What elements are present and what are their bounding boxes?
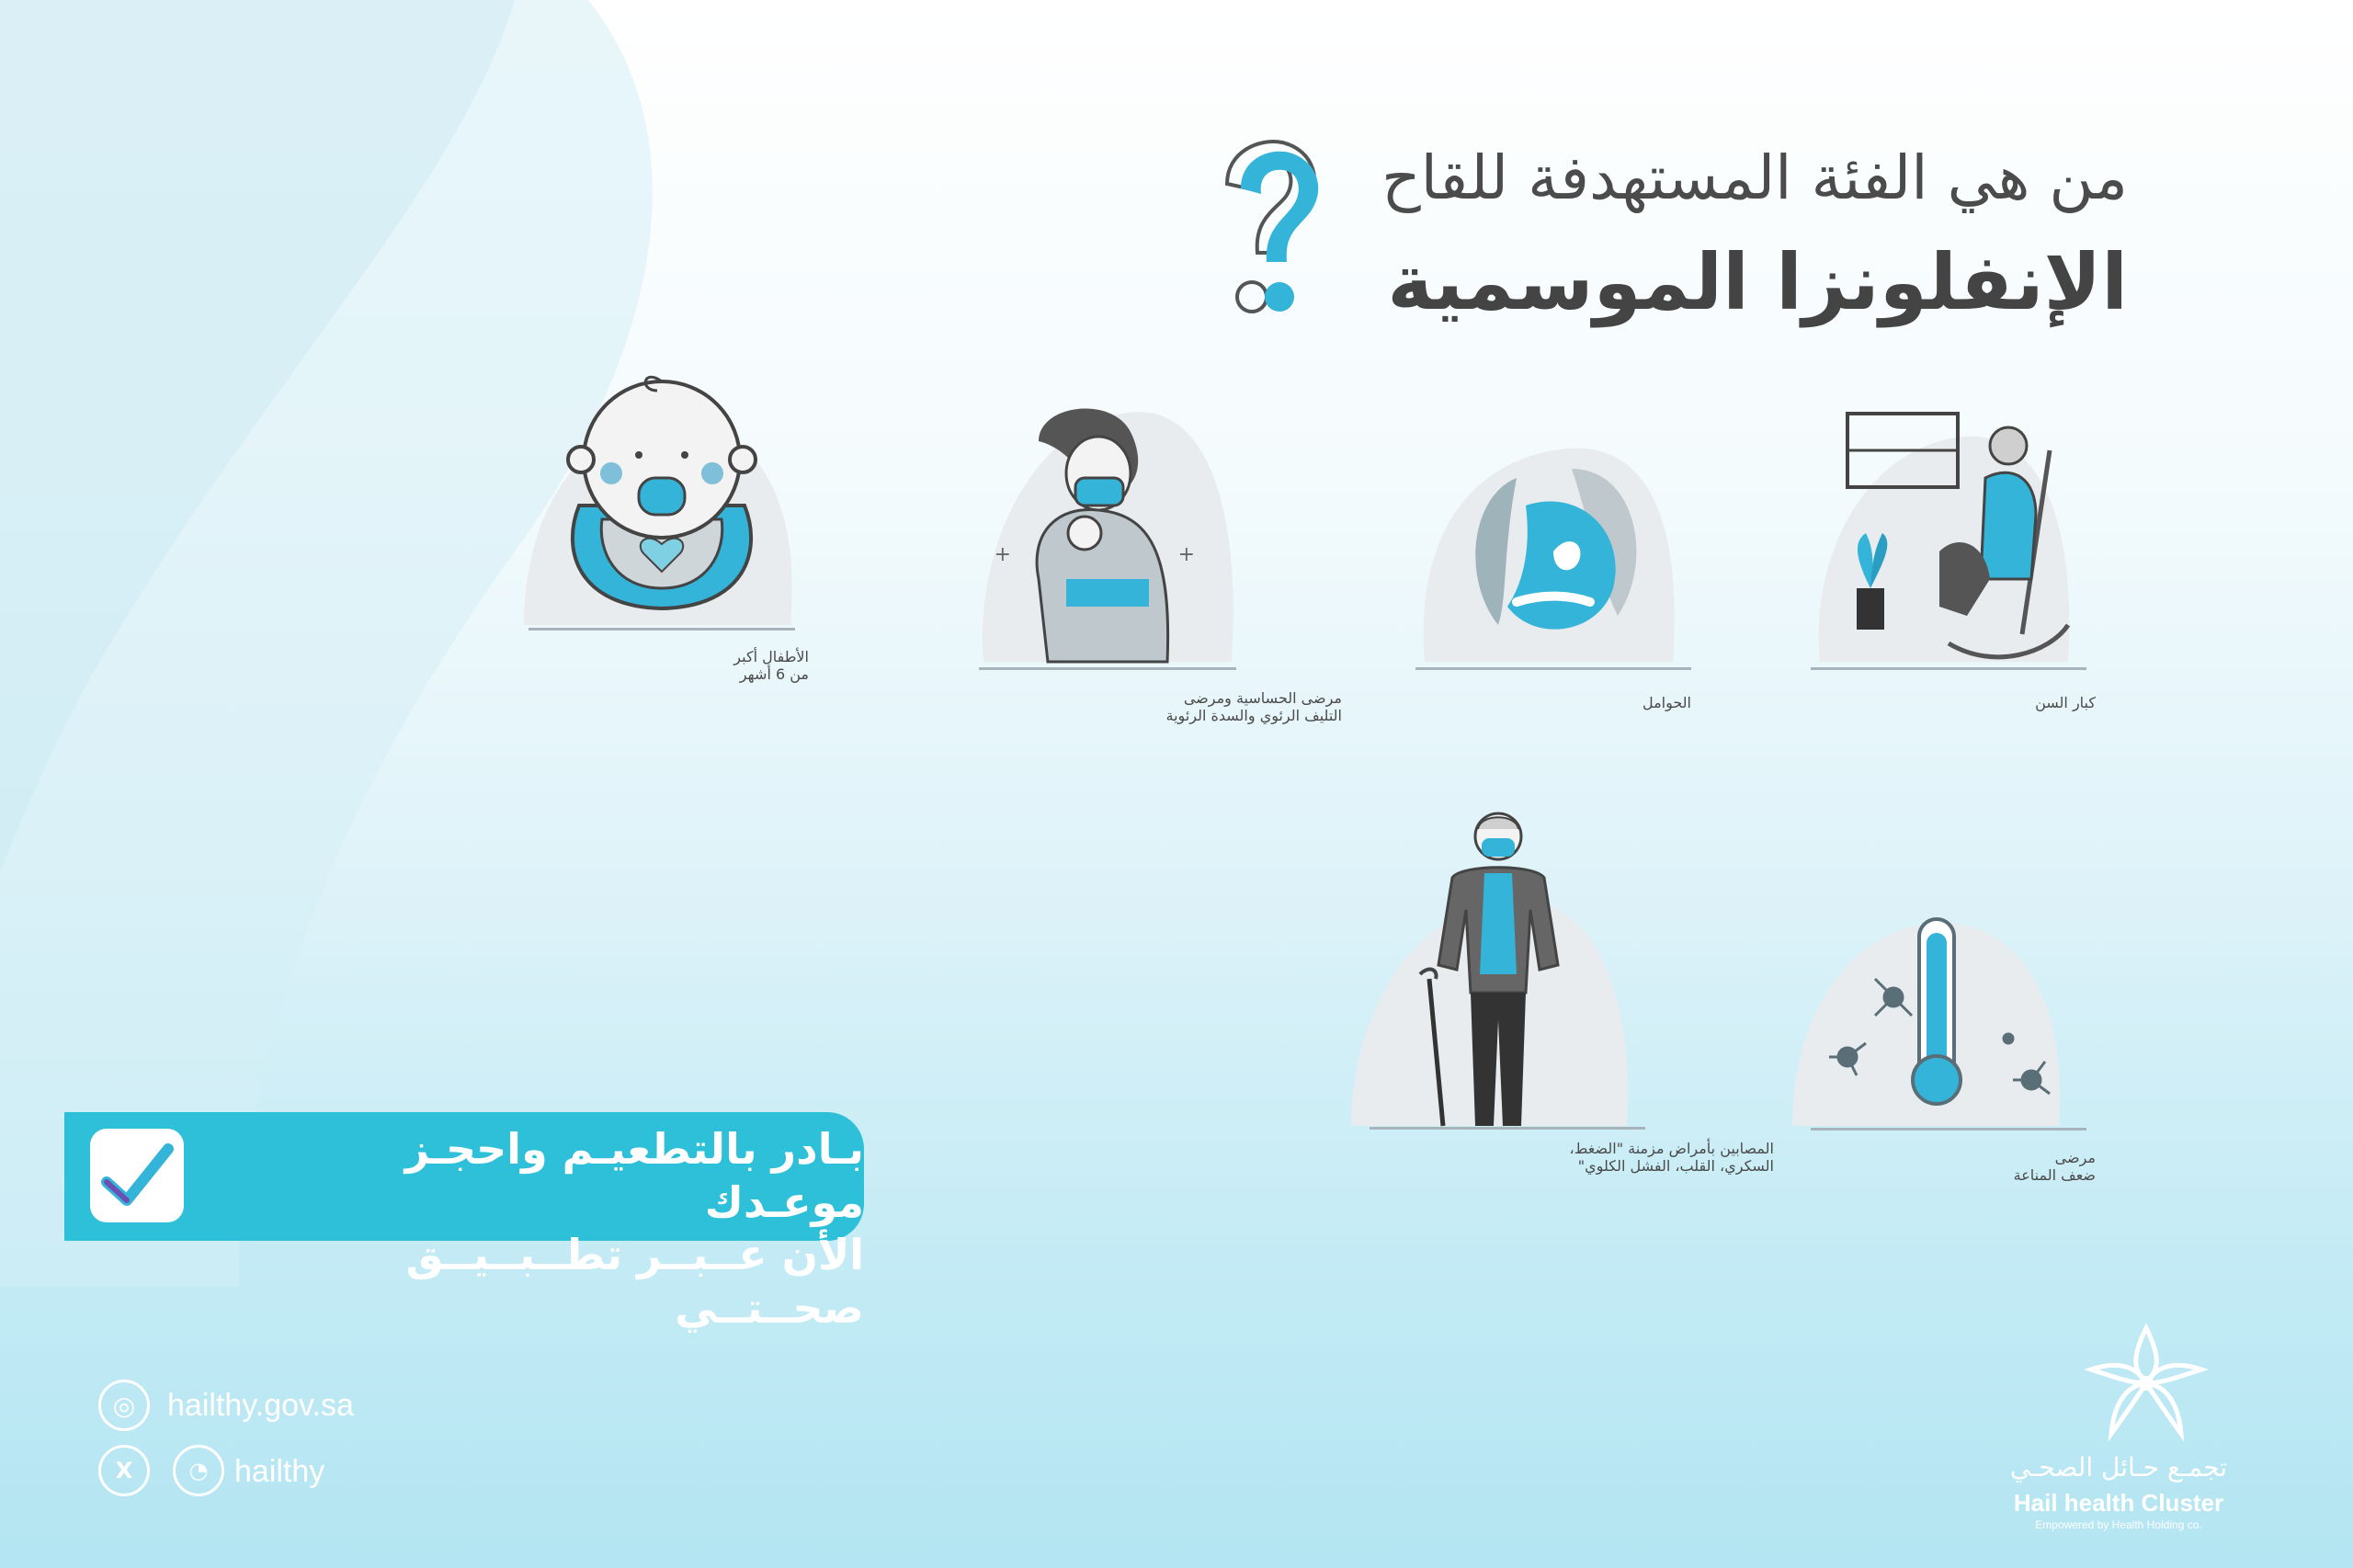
category-elderly (1802, 395, 2096, 671)
cta-text (313, 1123, 864, 1335)
label-line: ضعف المناعة (2013, 1166, 2096, 1184)
category-label-immunocompromised (1802, 1149, 2096, 1184)
x-icon[interactable]: X (98, 1445, 150, 1496)
sehhaty-app-icon[interactable] (90, 1129, 184, 1222)
baby-pacifier-icon (524, 368, 800, 630)
category-label-allergy (827, 689, 1342, 724)
label-line: السكري، القلب، الفشل الكلوي" (1577, 1157, 1774, 1175)
title-line-1: من هي الفئة المستهدفة للقاح (1381, 142, 2128, 213)
baseline (1811, 667, 2086, 670)
baseline (1415, 667, 1691, 670)
label-line: من 6 أشهر (739, 665, 809, 683)
coughing-woman-icon (974, 395, 1241, 671)
category-chronic (1351, 809, 1636, 1131)
category-children (524, 368, 800, 630)
baseline (529, 628, 795, 631)
category-label-pregnant (1415, 694, 1691, 711)
category-label-children (515, 648, 809, 683)
logo-english-text: Hail health Cluster (2013, 1489, 2224, 1517)
label-line: الأطفال أكبر (733, 648, 809, 665)
snapchat-icon[interactable]: ◔ (173, 1445, 224, 1496)
svg-text:+: + (994, 543, 1011, 566)
website-link[interactable]: hailthy.gov.sa (167, 1388, 354, 1423)
elderly-rocking-chair-icon (1802, 395, 2096, 671)
cta-line-1: بـادر بالتطعيـم واحجـز موعـدك (404, 1124, 864, 1227)
logo-arabic-text: تجمـع حـائل الصحـي (2009, 1452, 2228, 1483)
dribbble-icon[interactable]: ◎ (98, 1380, 150, 1431)
hail-cluster-logo-icon (2082, 1319, 2211, 1448)
label-line: كبار السن (2035, 694, 2096, 711)
category-immunocompromised (1792, 859, 2077, 1131)
thermometer-virus-icon (1792, 859, 2077, 1131)
baseline (1811, 1128, 2086, 1131)
baseline (1370, 1127, 1645, 1130)
category-label-chronic (1167, 1140, 1774, 1175)
label-line: مرضى الحساسية ومرضى (1183, 689, 1342, 707)
category-label-elderly (1802, 694, 2096, 711)
label-line: التليف الرئوي والسدة الرئوية (1165, 707, 1342, 724)
pregnant-woman-icon (1415, 395, 1691, 671)
label-line: المصابين بأمراض مزمنة "الضغط، (1569, 1140, 1774, 1157)
baseline (979, 667, 1236, 670)
social-handle[interactable]: hailthy (234, 1454, 325, 1489)
svg-text:+: + (1177, 543, 1195, 566)
title-line-2: الإنفلونزا الموسمية (1387, 237, 2128, 327)
category-pregnant (1415, 395, 1691, 671)
category-allergy (974, 395, 1241, 671)
question-mark-icon (1204, 133, 1333, 317)
label-line: مرضى (2054, 1149, 2096, 1166)
cta-line-2: الأن عــبــر تطــبــيــق صحــتــي (405, 1230, 864, 1333)
logo-subtitle: Empowered by Health Holding co. (2035, 1518, 2202, 1531)
elderly-man-cane-icon (1351, 809, 1636, 1131)
label-line: الحوامل (1642, 694, 1691, 711)
